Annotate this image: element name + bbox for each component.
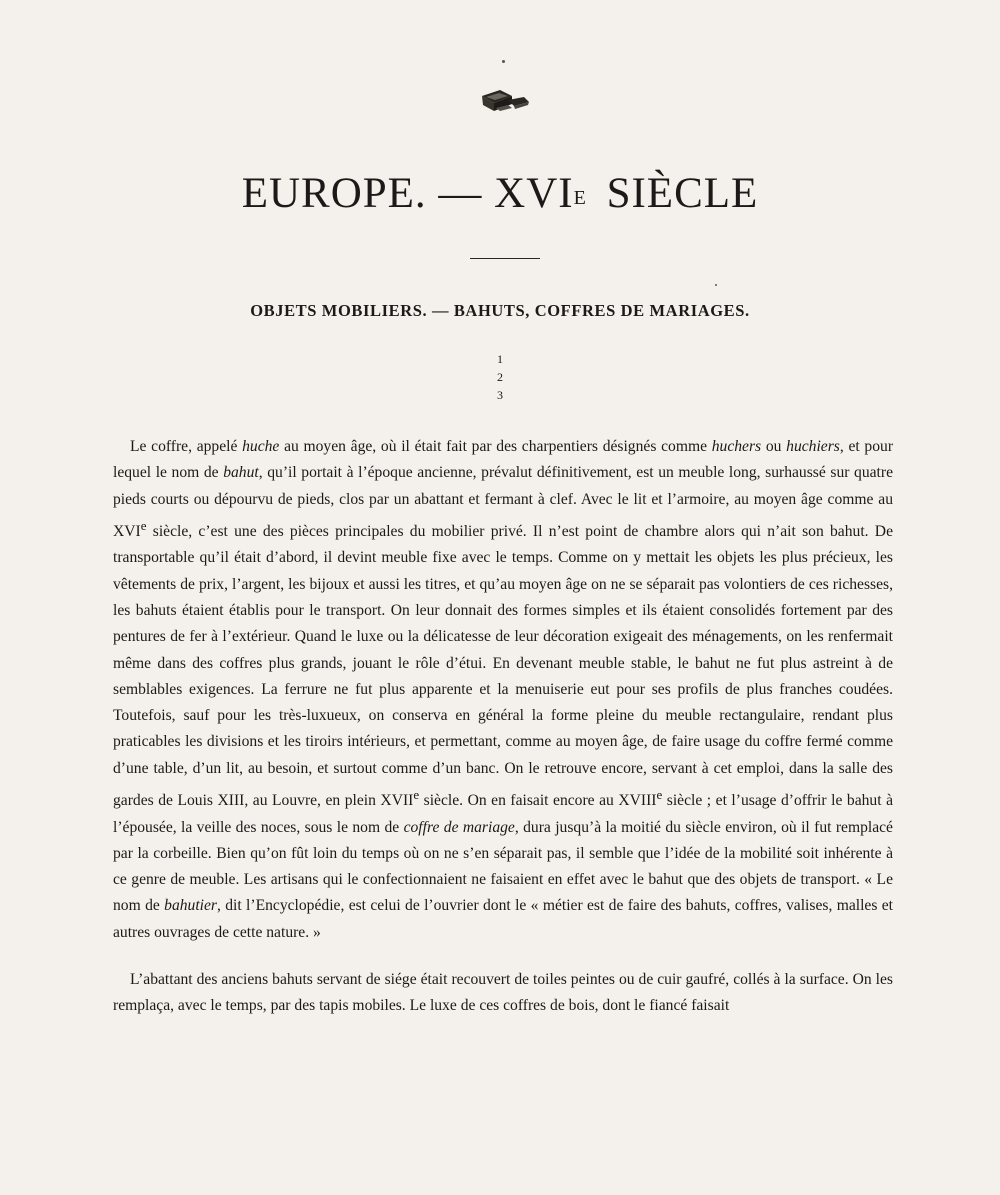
chest-ornament-icon bbox=[478, 84, 532, 118]
text-run: ou bbox=[761, 438, 787, 455]
superscript: e bbox=[656, 787, 663, 803]
title-main: EUROPE. — XVI bbox=[241, 170, 574, 217]
plate-number: 3 bbox=[497, 388, 503, 402]
text-run: L’abattant des anciens bahuts servant de siége était recouvert de toiles peintes ou de cuir gaufré, collés à la surface. On les remplaça, avec le temps, par des tapis mobiles. Le luxe de ces coffres de bois, dont le fiancé faisait bbox=[113, 971, 893, 1015]
title-end: SIÈCLE bbox=[606, 170, 759, 217]
text-run: , dit l’Encyclopédie, est celui de l’ouvrier dont le « métier est de faire des bahuts, coffres, valises, malles et autres ouvrages de cette nature. » bbox=[113, 897, 893, 941]
text-run: au moyen âge, où il était fait par des charpentiers désignés comme bbox=[279, 438, 712, 455]
italic-term: bahutier bbox=[164, 897, 217, 915]
italic-term: coffre de mariage bbox=[403, 818, 515, 836]
superscript: e bbox=[140, 517, 147, 533]
text-run: Le coffre, appelé bbox=[130, 438, 243, 455]
body-text bbox=[113, 434, 893, 1020]
plate-number: 2 bbox=[497, 370, 503, 384]
text-run: siècle. On en faisait encore au XVIII bbox=[419, 792, 657, 810]
page-title bbox=[0, 164, 1000, 224]
italic-term: huche bbox=[242, 438, 280, 455]
plate-number: 1 bbox=[497, 352, 503, 366]
paragraph bbox=[113, 967, 893, 1020]
section-subtitle: OBJETS MOBILIERS. — BAHUTS, COFFRES DE MARIAGES. bbox=[250, 301, 750, 320]
plate-numbers bbox=[0, 350, 1000, 404]
superscript: e bbox=[413, 787, 420, 803]
title-superscript: E bbox=[573, 187, 587, 209]
italic-term: huchiers bbox=[786, 438, 840, 455]
paper-speck bbox=[715, 284, 717, 286]
paper-speck bbox=[502, 60, 505, 63]
text-run: , qu’il portait à l’époque ancienne, prévalut définitivement, est un meuble long, surhaussé sur quatre pieds courts ou dépourvu de pieds, clos par un abattant et fermant à clef. Avec le lit et l’armoire, au moyen âge comme au XVI bbox=[113, 464, 893, 541]
text-run: siècle, c’est une des pièces principales du mobilier privé. Il n’est point de chambre alors qui n’ait son bahut. De transportable qu’il était d’abord, il devint meuble fixe avec le temps. Comme on y mettait les objets les plus précieux, les vêtements de prix, l’argent, les bijoux et aussi les titres, et qu’au moyen âge on ne se séparait pas volontiers de ces richesses, les bahuts étaient établis pour le transport. On leur donnait des formes simples et ils étaient consolidés fortement par des pentures de fer à l’extérieur. Quand le luxe ou la délicatesse de leur décoration exigeait des ménagements, on les renfermait même dans des coffres plus grands, jouant le rôle d’étui. En devenant meuble stable, le bahut ne fut plus astreint à de semblables exigences. La ferrure ne fut plus apparente et la menuiserie eut pour ses profils de plus franches coudées. Toutefois, sauf pour les très-luxueux, on conserva en général la forme pleine du meuble rectangulaire, rendant plus praticables les divisions et les tiroirs intérieurs, et permettant, comme au moyen âge, de faire usage du coffre fermé comme d’une table, d’un lit, au besoin, et surtout comme d’un banc. On le retrouve encore, servant à cet emploi, dans la salle des gardes de Louis XIII, au Louvre, en plein XVII bbox=[113, 523, 893, 810]
text-run: , et pour lequel le nom de bbox=[113, 438, 894, 482]
text-run: siècle ; et l’usage d’offrir le bahut à l’épousée, la veille des noces, sous le nom de bbox=[113, 792, 893, 836]
italic-term: bahut bbox=[223, 464, 259, 482]
italic-term: huchers bbox=[711, 438, 762, 455]
text-run: , dura jusqu’à la moitié du siècle environ, où il fut remplacé par la corbeille. Bien qu’on fût loin du temps où on ne s’en séparait pas, il semble que l’idée de la mobilité soit inhérente à ce genre de meuble. Les artisans qui le confectionnaient ne faisaient en effet avec le bahut que des objets de transport. « Le nom de bbox=[113, 818, 893, 915]
title-divider bbox=[470, 258, 540, 259]
paragraph bbox=[113, 434, 893, 946]
